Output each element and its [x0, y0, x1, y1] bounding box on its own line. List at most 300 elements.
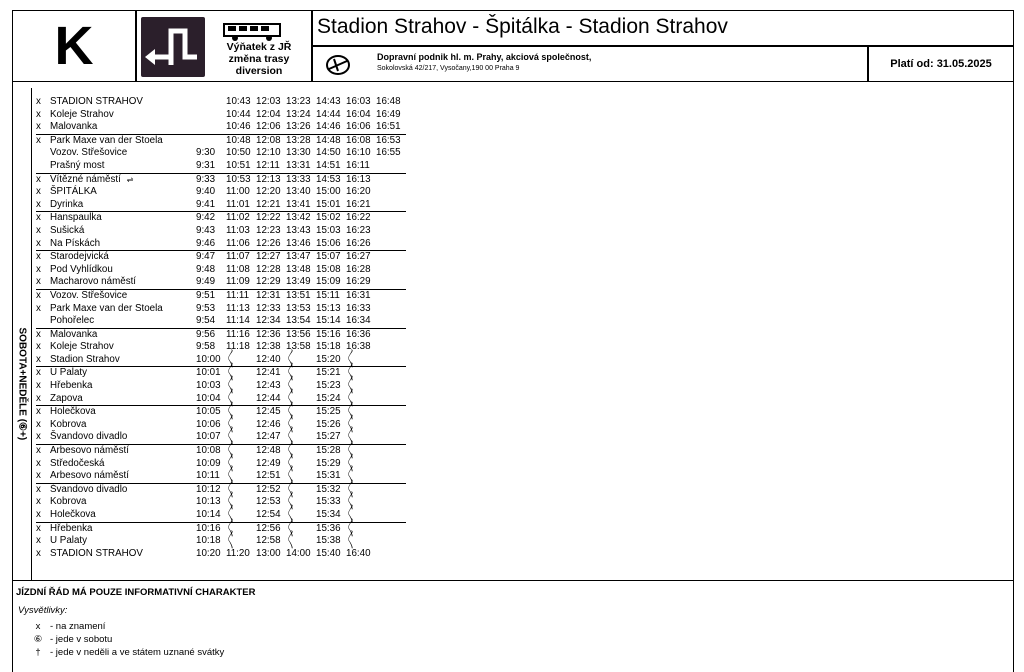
departure-time: [376, 535, 406, 548]
departure-time: 〱: [286, 406, 316, 419]
stop-name: [50, 315, 196, 328]
departure-time: 〱: [226, 431, 236, 443]
request-stop-mark: x: [36, 353, 41, 365]
legend-item: [30, 634, 112, 645]
note-line: Výňatek z JŘ: [226, 41, 292, 53]
departure-time: [376, 458, 406, 471]
departure-time: 15:16: [316, 328, 346, 341]
departure-time: 16:49: [376, 108, 401, 120]
legend-text: - jede v neděli a ve státem uznané svátky: [50, 647, 225, 658]
stop-name: [50, 251, 196, 264]
timetable-row: [36, 109, 406, 122]
departure-time: 〱: [286, 353, 296, 365]
departure-time: 〱: [226, 367, 256, 380]
stop-name-text: Park Maxe van der Stoela: [50, 134, 163, 146]
stop-name: [50, 109, 196, 122]
stop-name: [50, 393, 196, 406]
departure-time: 12:54: [256, 509, 281, 520]
departure-time: [376, 160, 406, 173]
stop-name: [50, 367, 196, 380]
departure-time: 16:38: [346, 341, 371, 353]
legend-title: Vysvětlivky:: [18, 605, 68, 616]
timetable-row: [36, 289, 406, 302]
departure-time: 16:34: [346, 315, 371, 327]
stop-name-text: Švandovo divadlo: [50, 431, 128, 443]
timetable-row: [36, 496, 406, 509]
departure-time: 15:38: [316, 535, 341, 547]
departure-time: [376, 419, 406, 432]
departure-time: [376, 522, 406, 535]
stop-name: [50, 199, 196, 212]
departure-time: 10:11: [196, 470, 220, 482]
timetable-row: [36, 380, 406, 393]
departure-time: 11:01: [226, 198, 250, 210]
departure-time: 〱: [226, 470, 236, 482]
timetable-row: [36, 134, 406, 147]
stop-name-text: Hřebenka: [50, 380, 93, 392]
stop-name-text: Koleje Strahov: [50, 341, 114, 353]
legend-symbol: ⑥: [33, 634, 43, 645]
request-stop-mark: x: [36, 237, 41, 249]
timetable-row: [36, 522, 406, 535]
departure-time: 12:40: [256, 353, 281, 365]
departure-time: 〱: [226, 535, 236, 547]
diversion-notice: [136, 10, 312, 82]
departure-time: 10:16: [196, 522, 226, 535]
departure-time: 15:26: [316, 418, 341, 430]
departure-time: 16:48: [376, 96, 401, 107]
departure-time: 16:08: [346, 134, 376, 147]
departure-time: 9:46: [196, 237, 216, 249]
departure-time: 10:08: [196, 445, 226, 458]
departure-time: 9:40: [196, 186, 216, 198]
departure-time: 15:28: [316, 445, 346, 458]
timetable-row: [36, 458, 406, 471]
request-stop-mark: x: [36, 445, 50, 458]
departure-time: [376, 276, 406, 289]
timetable-row: [36, 276, 406, 289]
stop-name-text: Vítězné náměstí: [50, 173, 121, 185]
departure-time: 〱: [226, 418, 236, 430]
stop-name: [50, 522, 196, 535]
departure-time: 11:13: [226, 302, 250, 314]
departure-time: 16:04: [346, 108, 371, 120]
stop-name: [50, 535, 196, 548]
stop-name: [50, 186, 196, 199]
stop-name-text: Koleje Strahov: [50, 108, 114, 120]
stop-name: [50, 431, 196, 444]
request-stop-mark: x: [36, 367, 50, 380]
departure-time: 10:07: [196, 431, 221, 443]
stop-name: [50, 328, 196, 341]
departure-time: 16:03: [346, 96, 371, 107]
departure-time: 14:44: [316, 108, 341, 120]
departure-time: 9:58: [196, 341, 216, 353]
request-stop-mark: [36, 315, 50, 328]
departure-time: 12:27: [256, 251, 286, 264]
request-stop-mark: x: [36, 483, 50, 496]
departure-time: 16:29: [346, 276, 371, 288]
departure-time: 13:30: [286, 147, 311, 159]
request-stop-mark: x: [36, 431, 41, 443]
departure-time: 14:43: [316, 96, 341, 107]
departure-time: 〱: [226, 457, 236, 469]
stop-name-text: Holečkova: [50, 509, 96, 520]
departure-time: 12:53: [256, 496, 281, 508]
departure-time: 16:40: [346, 547, 371, 559]
legend-item: [30, 647, 224, 658]
departure-time: 16:53: [376, 134, 406, 147]
departure-time: 13:31: [286, 159, 311, 171]
stop-name-text: Kobrova: [50, 418, 87, 430]
stop-name-text: Arbesovo náměstí: [50, 445, 129, 457]
departure-time: 〱: [286, 509, 296, 520]
stop-name: [50, 264, 196, 277]
departure-time: 9:56: [196, 328, 226, 341]
departure-time: [196, 121, 226, 134]
operator-name: Dopravní podnik hl. m. Prahy, akciová společnost,: [377, 52, 592, 62]
departure-time: 〱: [286, 392, 296, 404]
stop-name-text: Holečkova: [50, 406, 96, 418]
timetable-row: [36, 199, 406, 212]
stop-name-text: Vozov. Střešovice: [50, 289, 128, 301]
stop-name-text: Vozov. Střešovice: [50, 147, 128, 159]
departure-time: 16:06: [346, 121, 371, 133]
departure-time: 〱: [346, 522, 376, 535]
departure-time: 12:58: [256, 535, 281, 547]
timetable-row: [36, 470, 406, 483]
route-title: Stadion Strahov - Špitálka - Stadion Strahov: [312, 10, 1014, 46]
departure-time: [376, 483, 406, 496]
timetable-row: [36, 509, 406, 522]
departure-time: 13:51: [286, 289, 316, 302]
departure-time: 9:30: [196, 147, 216, 159]
departure-time: 13:54: [286, 315, 311, 327]
departure-time: 〱: [346, 353, 356, 365]
departure-time: 10:12: [196, 483, 226, 496]
legend-text: - jede v sobotu: [50, 634, 113, 645]
departure-time: 16:10: [346, 147, 371, 159]
departure-time: [376, 173, 406, 186]
departure-time: 〱: [346, 431, 356, 443]
timetable-row: [36, 225, 406, 238]
departure-time: 13:53: [286, 302, 311, 314]
departure-time: [376, 509, 406, 522]
departure-time: [376, 289, 406, 302]
request-stop-mark: [36, 160, 50, 173]
departure-time: 〱: [226, 496, 236, 508]
timetable-row: [36, 147, 406, 160]
departure-time: 〱: [286, 535, 296, 547]
departure-time: 10:44: [226, 108, 251, 120]
stop-name: [50, 289, 196, 302]
stop-name-text: Dyrinka: [50, 198, 84, 210]
departure-time: 15:18: [316, 341, 341, 353]
departure-time: 12:29: [256, 276, 281, 288]
stop-name: [50, 470, 196, 483]
departure-time: 〱: [286, 445, 316, 458]
departure-time: 9:42: [196, 212, 226, 225]
departure-time: 15:31: [316, 470, 341, 482]
departure-time: 12:46: [256, 418, 281, 430]
request-stop-mark: x: [36, 289, 50, 302]
departure-time: 15:33: [316, 496, 341, 508]
departure-time: 13:00: [256, 547, 281, 559]
departure-time: 〱: [346, 457, 356, 469]
departure-time: 〱: [226, 445, 256, 458]
departure-time: 12:48: [256, 445, 286, 458]
request-stop-mark: x: [36, 224, 41, 236]
departure-time: [376, 548, 406, 561]
stop-name: [50, 173, 196, 186]
departure-time: 12:45: [256, 406, 286, 419]
departure-time: 16:28: [346, 263, 371, 275]
departure-time: 15:27: [316, 431, 341, 443]
departure-time: 13:43: [286, 224, 311, 236]
departure-time: 12:33: [256, 302, 281, 314]
departure-time: 11:20: [226, 547, 250, 559]
stop-name: [50, 406, 196, 419]
departure-time: 12:03: [256, 96, 281, 107]
stop-name-text: Prašný most: [50, 159, 105, 171]
departure-time: 10:43: [226, 96, 251, 107]
timetable-row: [36, 354, 406, 367]
stop-name: [50, 509, 196, 522]
request-stop-mark: x: [36, 121, 41, 133]
departure-time: 12:31: [256, 289, 286, 302]
diversion-icon: [141, 17, 205, 77]
departure-time: 12:44: [256, 392, 281, 404]
valid-from: Platí od: 31.05.2025: [868, 46, 1014, 82]
departure-time: 14:50: [316, 147, 341, 159]
departure-time: 13:48: [286, 263, 311, 275]
departure-time: 12:06: [256, 121, 281, 133]
stop-name-text: STADION STRAHOV: [50, 547, 143, 559]
departure-time: 9:48: [196, 263, 216, 275]
departure-time: 15:32: [316, 483, 346, 496]
departure-time: 〱: [346, 418, 356, 430]
stop-name: [50, 212, 196, 225]
departure-time: [376, 341, 406, 354]
departure-time: 16:51: [376, 121, 401, 133]
stop-name-text: ŠPITÁLKA: [50, 186, 97, 198]
departure-time: 9:49: [196, 276, 216, 288]
departure-time: 15:09: [316, 276, 341, 288]
departure-time: 13:33: [286, 173, 316, 186]
departure-time: 13:26: [286, 121, 311, 133]
request-stop-mark: x: [36, 96, 41, 107]
departure-time: 12:36: [256, 328, 286, 341]
departure-time: 〱: [226, 522, 256, 535]
request-stop-mark: x: [36, 509, 41, 520]
departure-time: 11:06: [226, 237, 250, 249]
request-stop-mark: [36, 147, 50, 160]
timetable-row: [36, 328, 406, 341]
departure-time: 16:13: [346, 173, 376, 186]
bus-icon: [223, 23, 283, 41]
request-stop-mark: x: [36, 276, 41, 288]
departure-time: 10:14: [196, 509, 221, 520]
departure-time: 9:54: [196, 315, 216, 327]
departure-time: 13:23: [286, 96, 311, 107]
departure-time: 〱: [286, 431, 296, 443]
departure-time: 9:31: [196, 159, 216, 171]
departure-time: [376, 470, 406, 483]
request-stop-mark: x: [36, 108, 41, 120]
departure-time: 12:08: [256, 134, 286, 147]
departure-time: 16:55: [376, 147, 401, 159]
stop-name: [50, 147, 196, 160]
departure-time: 13:41: [286, 198, 311, 210]
departure-time: 9:33: [196, 173, 226, 186]
timetable-row: [36, 367, 406, 380]
departure-time: 11:07: [226, 251, 256, 264]
departure-time: 16:27: [346, 251, 376, 264]
request-stop-mark: x: [36, 522, 50, 535]
timetable-row: [36, 341, 406, 354]
departure-time: 15:34: [316, 509, 341, 520]
departure-time: 11:02: [226, 212, 256, 225]
departure-time: 11:11: [226, 289, 256, 302]
departure-time: [376, 315, 406, 328]
departure-time: [376, 496, 406, 509]
departure-time: 15:06: [316, 237, 341, 249]
departure-time: 〱: [286, 457, 296, 469]
stop-name: [50, 303, 196, 316]
departure-time: 15:07: [316, 251, 346, 264]
stop-name-text: Zapova: [50, 392, 83, 404]
stop-name: [50, 238, 196, 251]
departure-time: 15:13: [316, 302, 341, 314]
departure-time: 10:46: [226, 121, 251, 133]
departure-time: 11:00: [226, 186, 250, 198]
note-line: změna trasy: [228, 53, 290, 65]
timetable-row: [36, 393, 406, 406]
stop-name-text: Švandovo divadlo: [50, 483, 128, 495]
departure-time: 11:08: [226, 263, 250, 275]
departure-time: 13:49: [286, 276, 311, 288]
note-line: diversion: [235, 65, 283, 77]
departure-time: 〱: [226, 406, 256, 419]
departure-time: 12:21: [256, 198, 281, 210]
departure-time: 15:24: [316, 392, 341, 404]
timetable-row: [36, 173, 406, 186]
timetable-row: [36, 445, 406, 458]
departure-time: [376, 251, 406, 264]
departure-time: 〱: [286, 418, 296, 430]
legend-item: [30, 621, 105, 632]
departure-time: [196, 134, 226, 147]
departure-time: 12:34: [256, 315, 281, 327]
stop-name: [50, 483, 196, 496]
departure-time: 13:58: [286, 341, 311, 353]
request-stop-mark: x: [36, 198, 41, 210]
stop-name: [50, 445, 196, 458]
departure-time: 12:43: [256, 380, 281, 392]
departure-time: 13:47: [286, 251, 316, 264]
departure-time: 10:09: [196, 457, 221, 469]
stop-name: [50, 380, 196, 393]
timetable-row: [36, 315, 406, 328]
departure-time: 10:51: [226, 159, 251, 171]
request-stop-mark: x: [36, 212, 50, 225]
departure-time: 11:14: [226, 315, 250, 327]
timetable-row: [36, 431, 406, 444]
departure-time: 15:14: [316, 315, 341, 327]
departure-time: 16:20: [346, 186, 371, 198]
departure-time: 10:01: [196, 367, 226, 380]
stop-name-text: Sušická: [50, 224, 85, 236]
departure-time: 〱: [346, 496, 356, 508]
departure-time: 12:26: [256, 237, 281, 249]
departure-time: 〱: [226, 353, 236, 365]
departure-time: 12:51: [256, 470, 281, 482]
departure-time: 〱: [346, 392, 356, 404]
timetable-row: [36, 483, 406, 496]
timetable-row: [36, 121, 406, 134]
departure-time: 10:06: [196, 418, 221, 430]
request-stop-mark: x: [36, 380, 41, 392]
departure-time: [376, 212, 406, 225]
legend-symbol: x: [35, 621, 41, 632]
departure-time: 9:47: [196, 251, 226, 264]
stop-name: [50, 548, 196, 561]
request-stop-mark: x: [36, 470, 41, 482]
departure-time: 12:10: [256, 147, 281, 159]
departure-time: 〱: [286, 470, 296, 482]
operator-info: [312, 46, 868, 82]
departure-time: 12:49: [256, 457, 281, 469]
departure-time: 12:47: [256, 431, 281, 443]
departure-time: 14:46: [316, 121, 341, 133]
timetable-row: [36, 212, 406, 225]
departure-time: 〱: [226, 509, 236, 520]
departure-time: 9:41: [196, 198, 216, 210]
departure-time: 10:50: [226, 147, 251, 159]
departure-time: 〱: [346, 483, 376, 496]
departure-time: 16:36: [346, 328, 376, 341]
request-stop-mark: x: [36, 457, 41, 469]
info-notice: JÍZDNÍ ŘÁD MÁ POUZE INFORMATIVNÍ CHARAKTER: [16, 587, 256, 598]
request-stop-mark: x: [36, 392, 41, 404]
departure-time: 13:42: [286, 212, 316, 225]
departure-time: [376, 225, 406, 238]
stop-name-text: Macharovo náměstí: [50, 276, 137, 288]
departure-time: 12:13: [256, 173, 286, 186]
stop-name: [50, 419, 196, 432]
departure-time: 12:41: [256, 367, 286, 380]
departure-time: 14:48: [316, 134, 346, 147]
departure-time: 14:00: [286, 547, 311, 559]
request-stop-mark: x: [36, 263, 41, 275]
departure-time: 16:11: [346, 159, 370, 171]
request-stop-mark: x: [36, 535, 41, 547]
stop-name-text: Na Pískách: [50, 237, 101, 249]
departure-time: 11:16: [226, 328, 256, 341]
stop-name: [50, 341, 196, 354]
stop-name-text: Malovanka: [50, 328, 98, 340]
request-stop-mark: x: [36, 418, 41, 430]
departure-time: [376, 431, 406, 444]
departure-time: [376, 406, 406, 419]
stop-name: [50, 354, 196, 367]
departure-time: 15:23: [316, 380, 341, 392]
departure-time: [376, 328, 406, 341]
departure-time: 12:56: [256, 522, 286, 535]
stop-name-text: Park Maxe van der Stoela: [50, 302, 163, 314]
departure-time: [196, 109, 226, 122]
departure-time: 13:40: [286, 186, 311, 198]
